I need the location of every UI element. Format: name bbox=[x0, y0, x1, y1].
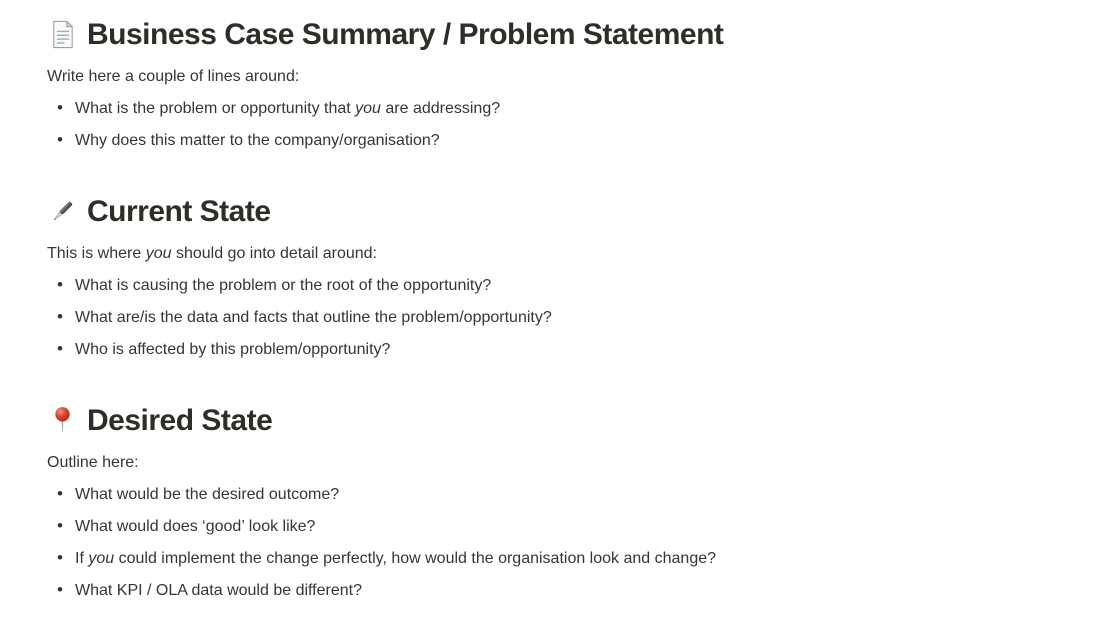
bullet-item bbox=[75, 274, 1072, 298]
bullet-item bbox=[75, 338, 1072, 362]
italic-text: you bbox=[88, 550, 115, 567]
section-intro bbox=[47, 242, 1072, 266]
bullet-list bbox=[47, 97, 1072, 153]
text-segment: Why does this matter to the company/organisation? bbox=[75, 132, 440, 149]
text-segment: If bbox=[75, 550, 89, 567]
section-current-state bbox=[47, 192, 1072, 362]
page-facing-up-icon bbox=[47, 19, 78, 50]
text-segment: What KPI / OLA data would be different? bbox=[75, 582, 362, 599]
section-title: Business Case Summary / Problem Statement bbox=[87, 18, 724, 51]
bullet-item bbox=[75, 129, 1072, 153]
text-segment: are addressing? bbox=[380, 100, 501, 117]
bullet-item bbox=[75, 483, 1072, 507]
bullet-list bbox=[47, 483, 1072, 603]
text-segment: Write here a couple of lines around: bbox=[47, 68, 300, 85]
text-segment: should go into detail around: bbox=[171, 245, 377, 262]
bullet-item bbox=[75, 97, 1072, 121]
section-intro bbox=[47, 65, 1072, 89]
text-segment: Outline here: bbox=[47, 454, 139, 471]
section-title: Desired State bbox=[87, 404, 273, 437]
section-heading bbox=[47, 15, 1072, 54]
bullet-item bbox=[75, 579, 1072, 603]
text-segment: Who is affected by this problem/opportunity? bbox=[75, 341, 391, 358]
bullet-item bbox=[75, 547, 1072, 571]
section-heading bbox=[47, 192, 1072, 231]
text-segment: What is causing the problem or the root of the opportunity? bbox=[75, 277, 492, 294]
bullet-item bbox=[75, 306, 1072, 330]
bullet-list bbox=[47, 274, 1072, 362]
italic-text: you bbox=[145, 245, 172, 262]
round-pushpin-icon bbox=[47, 405, 78, 436]
italic-text: you bbox=[355, 100, 381, 117]
text-segment: What would be the desired outcome? bbox=[75, 486, 340, 503]
section-heading bbox=[47, 401, 1072, 440]
section-business-case-summary bbox=[47, 15, 1072, 153]
text-segment: could implement the change perfectly, how would the organisation look and change? bbox=[114, 550, 717, 567]
bullet-item bbox=[75, 515, 1072, 539]
section-desired-state bbox=[47, 401, 1072, 603]
text-segment: This is where bbox=[47, 245, 146, 262]
text-segment: What are/is the data and facts that outline the problem/opportunity? bbox=[75, 309, 552, 326]
text-segment: What is the problem or opportunity that bbox=[75, 100, 356, 117]
pen-icon bbox=[47, 196, 78, 227]
section-intro bbox=[47, 451, 1072, 475]
text-segment: What would does ‘good’ look like? bbox=[75, 518, 316, 535]
section-title: Current State bbox=[87, 195, 271, 228]
